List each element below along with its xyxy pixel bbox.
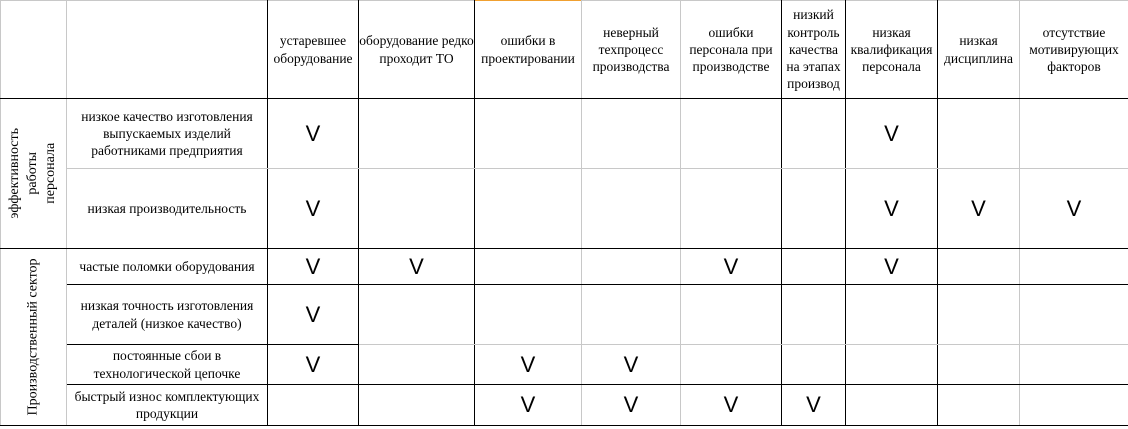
mark-cell [475, 99, 582, 169]
mark-cell: V [846, 99, 938, 169]
mark-cell [1020, 345, 1128, 385]
group-label: эффективность работы персонала [7, 128, 59, 219]
mark-cell: V [938, 169, 1020, 249]
mark-cell: V [846, 249, 938, 285]
column-header: низкая квалификация персонала [846, 1, 938, 99]
mark-cell [1020, 99, 1128, 169]
mark-cell: V [268, 99, 359, 169]
group-label-cell [1, 99, 67, 249]
mark-cell [846, 345, 938, 385]
mark-cell [475, 285, 582, 345]
mark-cell [582, 169, 681, 249]
column-header: ошибки в проектировании [475, 1, 582, 99]
mark-cell [681, 99, 782, 169]
group-label: Производственный сектор [25, 258, 41, 416]
mark-cell: V [782, 385, 846, 426]
table-row [1, 249, 1128, 285]
mark-cell [846, 285, 938, 345]
mark-cell [582, 99, 681, 169]
table-row [1, 169, 1128, 249]
column-header: устаревшее оборудование [268, 1, 359, 99]
mark-cell: V [359, 249, 475, 285]
mark-cell [582, 249, 681, 285]
table-row [1, 285, 1128, 345]
mark-cell: V [681, 385, 782, 426]
mark-cell: V [268, 249, 359, 285]
mark-cell [782, 249, 846, 285]
mark-cell [681, 169, 782, 249]
mark-cell: V [582, 345, 681, 385]
mark-cell [582, 285, 681, 345]
row-label: низкое качество изготовления выпускаемых изделий работниками предприятия [67, 99, 268, 169]
mark-cell [782, 345, 846, 385]
mark-cell: V [681, 249, 782, 285]
row-label: быстрый износ комплектующих продукции [67, 385, 268, 426]
mark-cell [475, 249, 582, 285]
table-row [1, 345, 1128, 385]
mark-cell [938, 249, 1020, 285]
mark-cell [359, 99, 475, 169]
mark-cell: V [268, 169, 359, 249]
mark-cell [938, 99, 1020, 169]
column-header: ошибки персонала при производстве [681, 1, 782, 99]
mark-cell: V [846, 169, 938, 249]
column-header: низкий контроль качества на этапах производ [782, 1, 846, 99]
row-label: постоянные сбои в технологической цепочке [67, 345, 268, 385]
mark-cell: V [268, 345, 359, 385]
mark-cell: V [1020, 169, 1128, 249]
mark-cell [938, 345, 1020, 385]
row-label: низкая точность изготовления деталей (низкое качество) [67, 285, 268, 345]
mark-cell [1020, 385, 1128, 426]
mark-cell [938, 285, 1020, 345]
corner-cell-2 [67, 1, 268, 99]
mark-cell [359, 285, 475, 345]
mark-cell: V [268, 285, 359, 345]
mark-cell [681, 345, 782, 385]
column-header: неверный техпроцесс производства [582, 1, 681, 99]
row-label: низкая производительность [67, 169, 268, 249]
mark-cell: V [582, 385, 681, 426]
mark-cell [782, 99, 846, 169]
mark-cell: V [475, 385, 582, 426]
mark-cell [1020, 249, 1128, 285]
mark-cell: V [475, 345, 582, 385]
mark-cell [359, 169, 475, 249]
mark-cell [268, 385, 359, 426]
column-header: оборудование редко проходит ТО [359, 1, 475, 99]
mark-cell [846, 385, 938, 426]
column-header: отсутствие мотивирующих факторов [1020, 1, 1128, 99]
column-header: низкая дисциплина [938, 1, 1020, 99]
mark-cell [359, 345, 475, 385]
mark-cell [782, 285, 846, 345]
mark-cell [359, 385, 475, 426]
header-row [1, 1, 1128, 99]
group-label-cell [1, 249, 67, 426]
mark-cell [681, 285, 782, 345]
mark-cell [782, 169, 846, 249]
table-row [1, 385, 1128, 426]
mark-cell [938, 385, 1020, 426]
table-row [1, 99, 1128, 169]
row-label: частые поломки оборудования [67, 249, 268, 285]
mark-cell [1020, 285, 1128, 345]
corner-cell [1, 1, 67, 99]
mark-cell [475, 169, 582, 249]
